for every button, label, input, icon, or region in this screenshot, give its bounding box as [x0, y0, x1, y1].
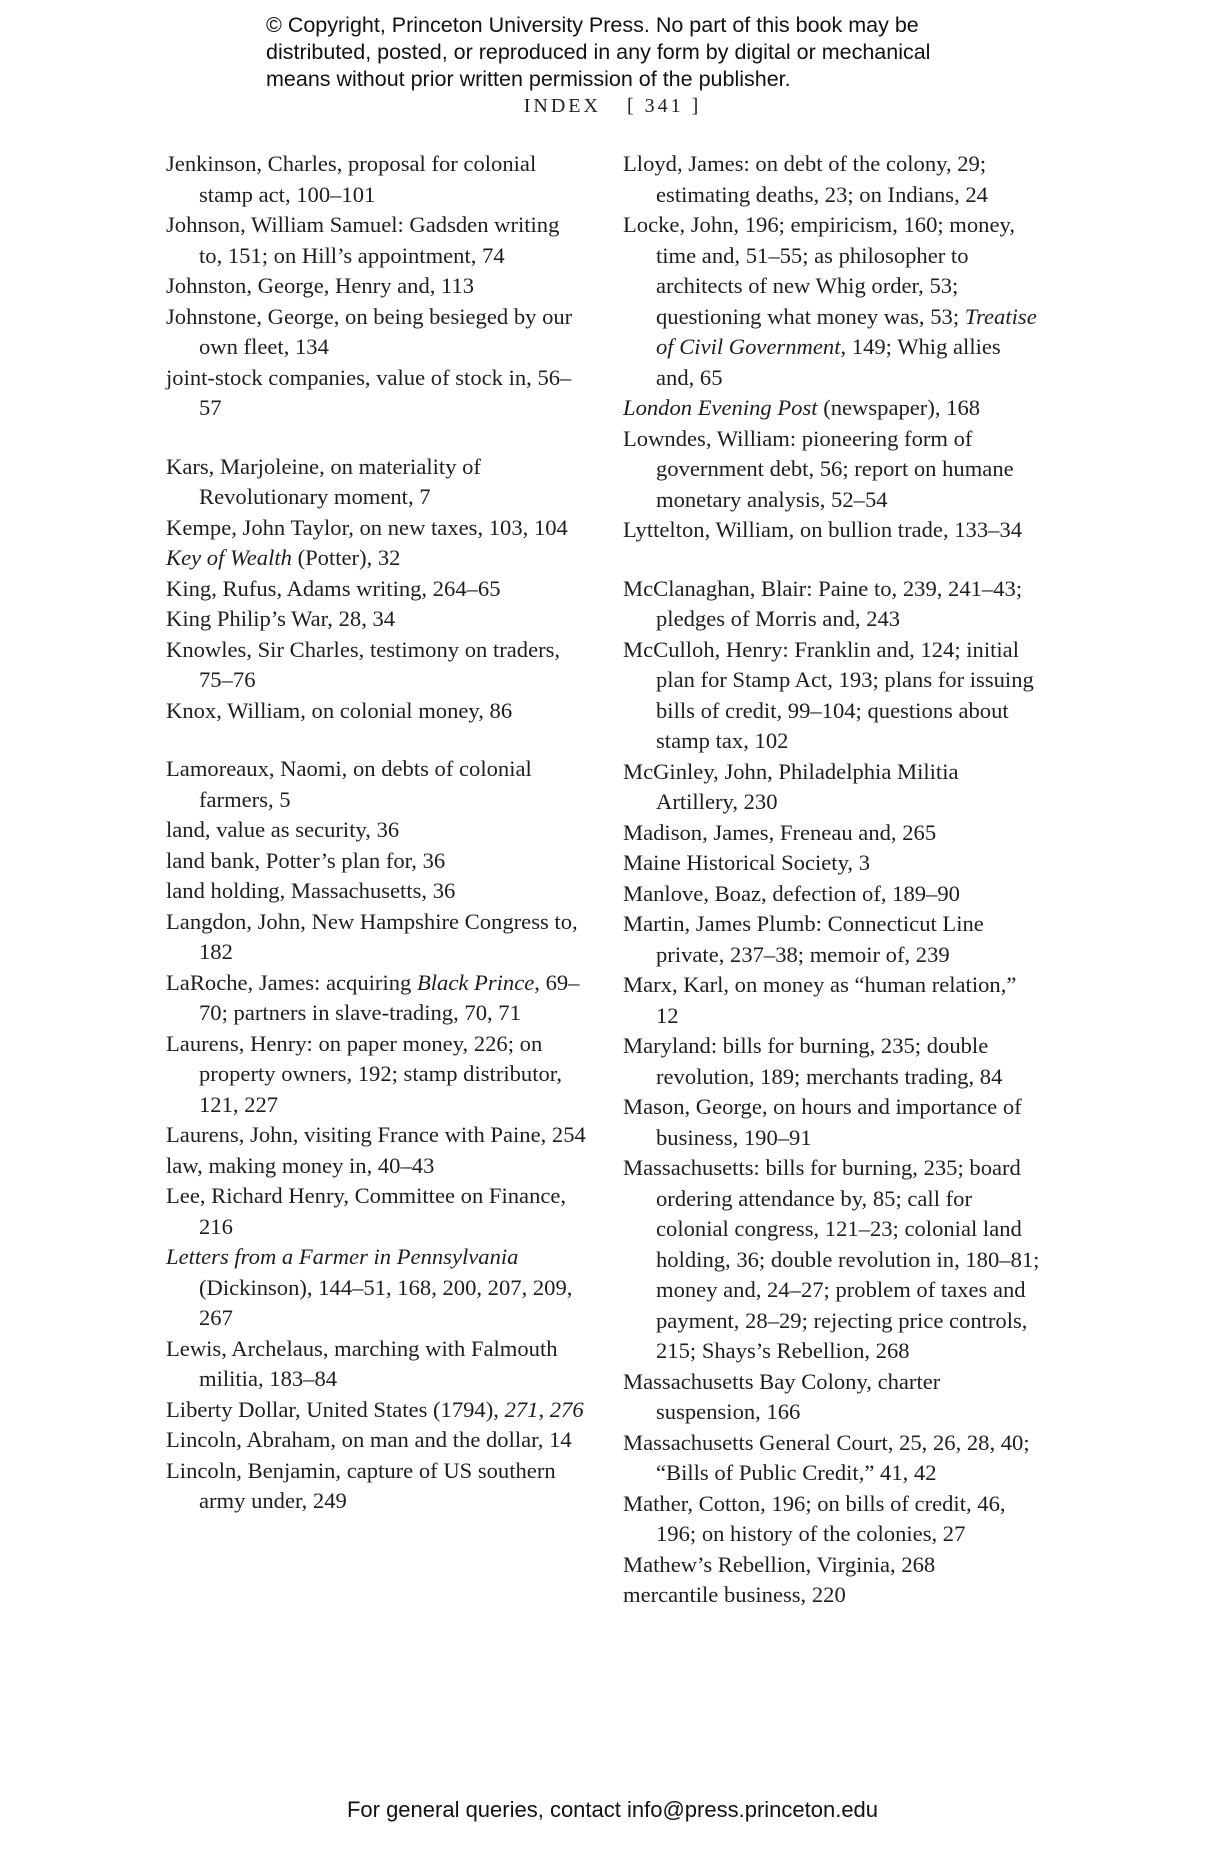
page-number: [ 341 ] — [626, 95, 702, 117]
index-entry-title: 276 — [549, 1396, 584, 1422]
index-entry — [166, 604, 586, 635]
index-entry-text: McCulloh, Henry: Franklin and, 124; initial plan for Stamp Act, 193; plans for issuing bills of credit, 99–104; questions about stamp tax, 102 — [623, 636, 1034, 753]
index-entry — [166, 1334, 586, 1395]
index-entry-text: , 149; Whig allies and, 65 — [656, 334, 1001, 390]
running-head-section: INDEX — [523, 95, 601, 117]
index-entry-text: Lincoln, Abraham, on man and the dollar, 14 — [166, 1427, 572, 1452]
index-entry — [166, 271, 586, 302]
index-entry-text: King Philip’s War, 28, 34 — [166, 606, 396, 631]
index-entry — [623, 818, 1043, 849]
index-entry — [166, 846, 586, 877]
index-entry — [166, 1181, 586, 1242]
copyright-notice — [266, 12, 1006, 93]
index-entry-title: Letters from a Farmer in Pennsylvania — [166, 1244, 519, 1269]
index-entry-title: Black Prince — [416, 969, 535, 995]
index-entry — [166, 1456, 586, 1517]
index-entry — [623, 424, 1043, 516]
index-entry — [623, 1489, 1043, 1550]
copyright-line-3: means without prior written permission of the publisher. — [266, 67, 791, 91]
index-entry — [623, 757, 1043, 818]
index-entry-text: McClanaghan, Blair: Paine to, 239, 241–43; pledges of Morris and, 243 — [623, 575, 1023, 631]
index-entry-text: , 69–70; partners in slave-trading, 70, 71 — [199, 969, 580, 1025]
index-entry-text: Lowndes, William: pioneering form of government debt, 56; report on humane monetary analysis, 52–54 — [623, 425, 1014, 512]
index-entry-text: Lloyd, James: on debt of the colony, 29; estimating deaths, 23; on Indians, 24 — [623, 151, 988, 207]
index-entry-text: Liberty Dollar, United States (1794), — [166, 1396, 505, 1422]
index-entry-text: mercantile business, 220 — [623, 1582, 846, 1607]
index-entry — [166, 149, 586, 210]
index-entry-text: Lamoreaux, Naomi, on debts of colonial farmers, 5 — [166, 756, 532, 812]
index-entry-text: Lincoln, Benjamin, capture of US southern army under, 249 — [166, 1457, 556, 1513]
index-entry-text: Martin, James Plumb: Connecticut Line private, 237–38; memoir of, 239 — [623, 911, 984, 967]
index-entry — [623, 393, 1043, 424]
index-entry-text: (newspaper), 168 — [817, 395, 981, 420]
index-entry — [166, 543, 586, 574]
index-entry — [623, 1428, 1043, 1489]
index-entry-text: Massachusetts General Court, 25, 26, 28, 40; “Bills of Public Credit,” 41, 42 — [623, 1429, 1030, 1485]
index-entry-text: law, making money in, 40–43 — [166, 1152, 435, 1178]
index-entry — [166, 876, 586, 907]
index-entry-text: Manlove, Boaz, defection of, 189–90 — [623, 880, 960, 906]
index-entry — [623, 909, 1043, 970]
index-entry-text: land, value as security, 36 — [166, 817, 400, 842]
index-entry — [623, 149, 1043, 210]
index-entry-text: Kempe, John Taylor, on new taxes, 103, 104 — [166, 514, 568, 540]
index-entry — [166, 210, 586, 271]
index-entry — [623, 515, 1043, 546]
index-entry — [166, 754, 586, 815]
index-entry — [166, 302, 586, 363]
running-head — [0, 95, 1225, 118]
index-entry-text: Kars, Marjoleine, on materiality of Revolutionary moment, 7 — [166, 453, 481, 509]
index-entry — [623, 1031, 1043, 1092]
index-entry — [166, 1242, 586, 1334]
index-entry-title: Treatise of Civil Government — [656, 303, 1037, 359]
index-entry-text: , — [538, 1396, 550, 1422]
index-entry — [623, 1367, 1043, 1428]
index-entry-text: Mason, George, on hours and importance of business, 190–91 — [623, 1094, 1022, 1150]
index-entry-text: Locke, John, 196; empiricism, 160; money, time and, 51–55; as philosopher to architects of new Whig order, 53; questioning what money was, 53; — [623, 212, 1015, 329]
index-entry-text: Maryland: bills for burning, 235; double revolution, 189; merchants trading, 84 — [623, 1033, 1003, 1089]
index-entry — [623, 970, 1043, 1031]
index-entry-text: Mathew’s Rebellion, Virginia, 268 — [623, 1551, 936, 1577]
index-entry — [623, 879, 1043, 910]
index-entry-text: Johnstone, George, on being besieged by our own fleet, 134 — [166, 303, 573, 359]
index-entry-text: King, Rufus, Adams writing, 264–65 — [166, 575, 501, 601]
index-entry — [166, 1425, 586, 1456]
index-entry-text: Johnston, George, Henry and, 113 — [166, 273, 475, 298]
index-entry-text: Lewis, Archelaus, marching with Falmouth militia, 183–84 — [166, 1335, 558, 1391]
index-entry — [623, 574, 1043, 635]
index-entry-text: Massachusetts: bills for burning, 235; board ordering attendance by, 85; call for colonial congress, 121–23; colonial land holding, 36; double revolution in, 180–81; money and, 24–27; problem of taxes and payment, 28–29; rejecting price controls, 215; Shays’s Rebellion, 268 — [623, 1155, 1040, 1363]
index-entry — [166, 1151, 586, 1182]
index-entry — [166, 968, 586, 1029]
index-entry-text: LaRoche, James: acquiring — [166, 969, 417, 995]
index-entry-text: (Dickinson), 144–51, 168, 200, 207, 209, 267 — [199, 1274, 573, 1330]
copyright-line-2: distributed, posted, or reproduced in any form by digital or mechanical — [266, 40, 931, 64]
index-entry — [166, 696, 586, 727]
index-entry-text: Madison, James, Freneau and, 265 — [623, 819, 937, 845]
index-entry-text: Laurens, Henry: on paper money, 226; on property owners, 192; stamp distributor, 121, 227 — [166, 1030, 563, 1117]
index-entry-text: joint-stock companies, value of stock in, 56–57 — [166, 364, 572, 420]
index-entry-text: McGinley, John, Philadelphia Militia Artillery, 230 — [623, 758, 959, 814]
index-entry — [623, 1550, 1043, 1581]
footer-contact: For general queries, contact info@press.princeton.edu — [346, 1797, 879, 1822]
index-entry-text: Knox, William, on colonial money, 86 — [166, 697, 513, 723]
index-entry-text: Maine Historical Society, 3 — [623, 850, 871, 875]
index-entry-title: Key of Wealth — [166, 545, 292, 570]
index-entry-text: Langdon, John, New Hampshire Congress to, 182 — [166, 908, 578, 964]
index-entry-text: (Potter), 32 — [291, 545, 401, 570]
index-entry-text: Lyttelton, William, on bullion trade, 133–34 — [623, 517, 1023, 542]
index-entry-title: London Evening Post — [623, 395, 818, 420]
index-entry — [623, 1153, 1043, 1367]
index-entry — [166, 815, 586, 846]
index-entry-text: land holding, Massachusetts, 36 — [166, 878, 456, 903]
index-entry — [166, 1029, 586, 1121]
index-entry-text: Massachusetts Bay Colony, charter suspension, 166 — [623, 1368, 941, 1424]
index-entry — [166, 1395, 586, 1426]
index-entry — [623, 848, 1043, 879]
index-entry-text: Johnson, William Samuel: Gadsden writing to, 151; on Hill’s appointment, 74 — [166, 212, 560, 268]
index-column-left — [166, 149, 586, 1517]
index-entry-text: Knowles, Sir Charles, testimony on traders, 75–76 — [166, 636, 561, 692]
index-entry-title: 271 — [504, 1396, 539, 1422]
index-entry — [166, 363, 586, 424]
index-entry — [166, 1120, 586, 1151]
index-entry — [166, 907, 586, 968]
index-entry-text: Laurens, John, visiting France with Paine, 254 — [166, 1122, 586, 1147]
index-entry — [166, 574, 586, 605]
index-entry — [623, 1092, 1043, 1153]
copyright-line-1: © Copyright, Princeton University Press. No part of this book may be — [266, 13, 919, 37]
index-entry-text: Mather, Cotton, 196; on bills of credit, 46, 196; on history of the colonies, 27 — [623, 1490, 1006, 1546]
index-entry — [166, 513, 586, 544]
index-entry — [623, 210, 1043, 393]
index-entry-text: Jenkinson, Charles, proposal for colonial stamp act, 100–101 — [166, 151, 537, 207]
index-entry-text: Marx, Karl, on money as “human relation,” 12 — [623, 972, 1017, 1028]
index-entry-text: land bank, Potter’s plan for, 36 — [166, 847, 446, 873]
index-entry — [166, 635, 586, 696]
index-entry-text: Lee, Richard Henry, Committee on Finance, 216 — [166, 1183, 567, 1239]
index-column-right — [623, 149, 1043, 1611]
index-entry — [166, 452, 586, 513]
index-entry — [623, 635, 1043, 757]
index-entry — [623, 1580, 1043, 1611]
